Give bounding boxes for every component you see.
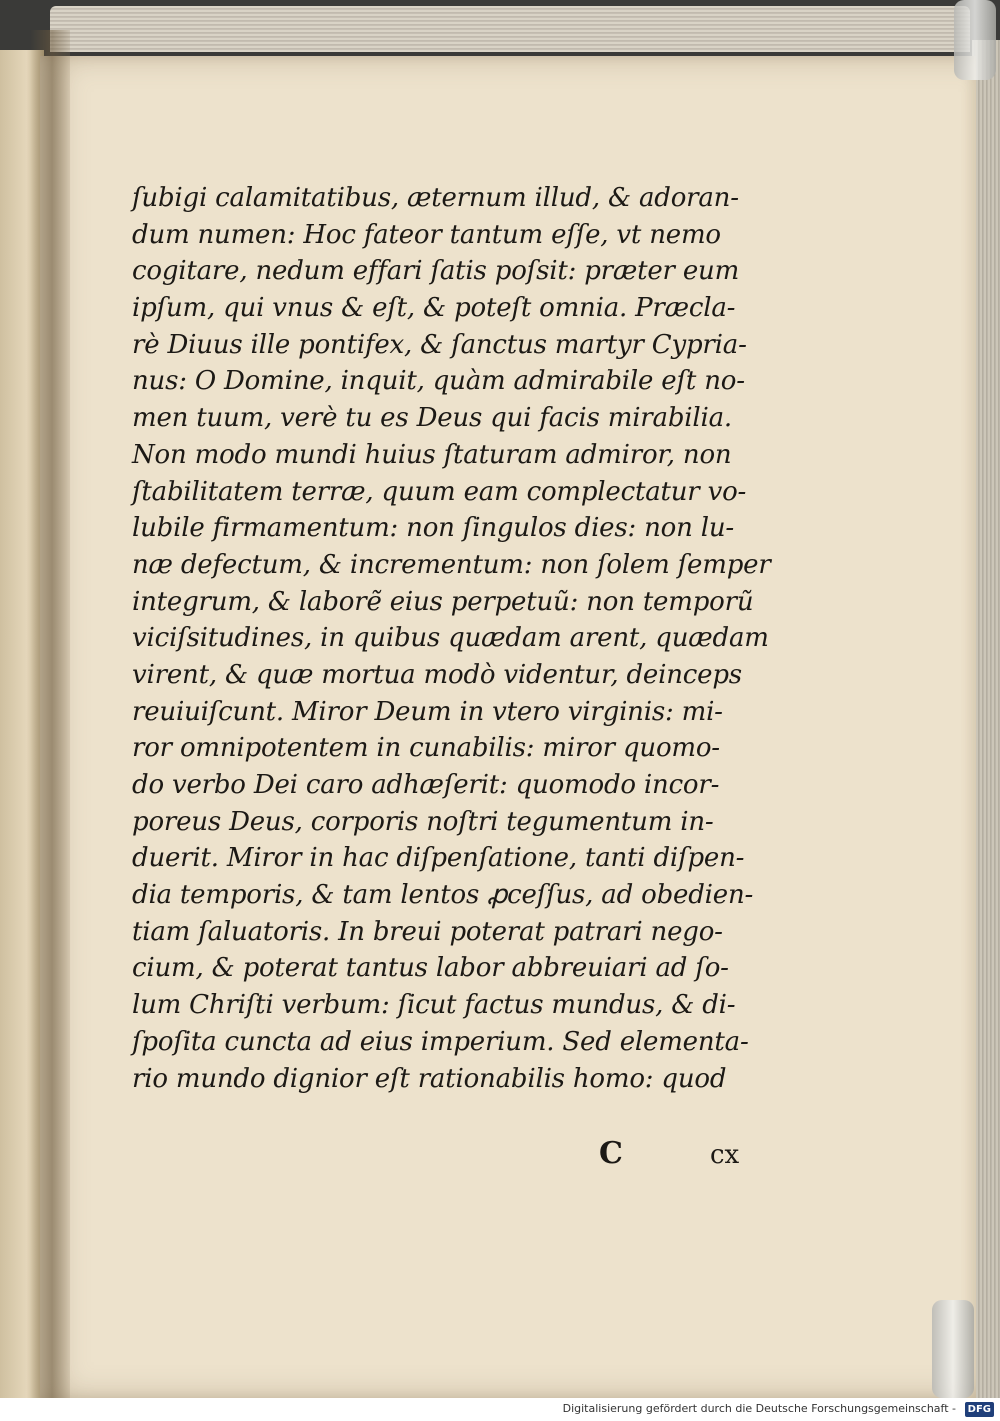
- page-edges-right: [972, 40, 1000, 1398]
- dfg-logo: DFG: [965, 1402, 994, 1417]
- text-line: ipſum, qui vnus & eſt, & poteſt omnia. Præcla‑: [132, 293, 736, 324]
- text-line: duerit. Miror in hac diſpenſatione, tanti diſpen‑: [132, 843, 745, 874]
- text-line: poreus Deus, corporis noſtri tegumentum in‑: [132, 806, 714, 837]
- text-block: [132, 180, 812, 1097]
- text-line: tiam ſaluatoris. In breui poterat patrari nego‑: [132, 916, 723, 947]
- text-line: Non modo mundi huius ſtaturam admiror, non: [132, 439, 732, 470]
- page-edges-top: [50, 6, 970, 52]
- text-line: dum numen: Hoc fateor tantum eſſe, vt nemo: [132, 219, 721, 250]
- text-line: integrum, & laborẽ eius perpetuũ: non temporũ: [132, 586, 754, 617]
- text-line: lubile firmamentum: non ſingulos dies: non lu‑: [132, 513, 734, 544]
- page-clip-bottom: [932, 1300, 974, 1398]
- text-line: dia temporis, & tam lentos ꝓceſſus, ad obedien‑: [132, 880, 754, 911]
- folio-number: cx: [710, 1140, 740, 1170]
- text-line: ſpoſita cuncta ad eius imperium. Sed elementa‑: [132, 1026, 749, 1057]
- signature-mark: C: [599, 1136, 623, 1171]
- text-line: men tuum, verè tu es Deus qui facis mirabilia.: [132, 403, 732, 434]
- text-line: cium, & poterat tantus labor abbreuiari ad ſo‑: [132, 953, 729, 984]
- text-line: reuiuiſcunt. Miror Deum in vtero virginis: mi‑: [132, 696, 723, 727]
- text-line: rè Diuus ille pontifex, & ſanctus martyr Cypria‑: [132, 329, 747, 360]
- text-line: do verbo Dei caro adhæſerit: quomodo incor‑: [132, 770, 720, 800]
- text-line: ror omnipotentem in cunabilis: miror quomo‑: [132, 733, 720, 764]
- credit-bar: [0, 1398, 1000, 1421]
- text-line: lum Chriſti verbum: ſicut factus mundus, & di‑: [132, 990, 736, 1021]
- book-page: [40, 56, 976, 1398]
- text-line: ſubigi calamitatibus, æternum illud, & adoran‑: [132, 183, 739, 213]
- text-line: cogitare, nedum effari ſatis poſsit: præter eum: [132, 256, 740, 287]
- text-line: næ defectum, & incrementum: non ſolem ſemper: [132, 549, 771, 580]
- text-line: nus: O Domine, inquit, quàm admirabile eſt no‑: [132, 366, 745, 397]
- text-line: ſtabilitatem terræ, quum eam complectatur vo‑: [132, 476, 747, 507]
- gutter-shadow: [30, 30, 70, 1398]
- text-line: viciſsitudines, in quibus quædam arent, quædam: [132, 623, 769, 654]
- page-clip-top: [954, 0, 996, 80]
- credit-text: Digitalisierung gefördert durch die Deutsche Forschungsgemeinschaft -: [562, 1402, 956, 1415]
- text-line: virent, & quæ mortua modò videntur, deinceps: [132, 659, 742, 690]
- page-footer: [132, 1136, 812, 1176]
- text-line: rio mundo dignior eſt rationabilis homo: quod: [132, 1063, 727, 1094]
